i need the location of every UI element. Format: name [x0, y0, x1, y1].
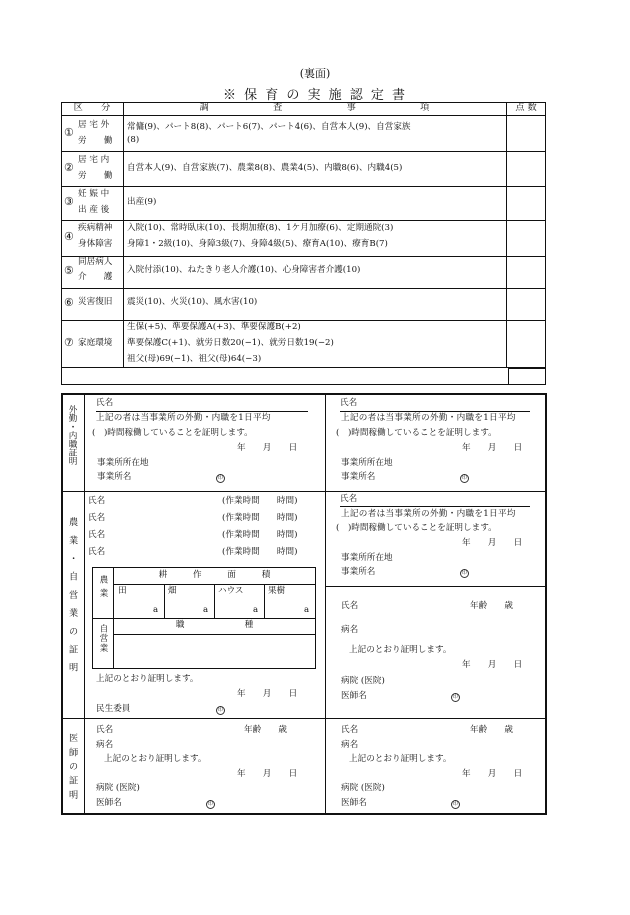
name-label: 氏名	[340, 398, 358, 408]
date-field: 年 月 日	[462, 769, 523, 779]
row-item: 祖父(母)69(−1)、祖父(母)64(−3)	[127, 354, 262, 364]
certify-text: 上記のとおり証明します。	[349, 754, 452, 764]
employment-text: 上記の者は当事業所の外勤・内職を1日平均	[341, 509, 516, 519]
name-label: 氏名	[88, 547, 106, 557]
farm-area-header: 耕 作 面 積	[158, 570, 271, 580]
row-item: 震災(10)、火災(10)、風水害(10)	[127, 297, 258, 307]
row-label: 疾病精神	[78, 223, 113, 233]
seal-icon: 印	[207, 801, 213, 807]
work-hours: (作業時間 時間)	[222, 530, 298, 540]
row-label: 同居病人	[78, 257, 113, 267]
disease-name-label: 病名	[341, 740, 359, 750]
self-employed-header: 職 種	[175, 620, 254, 630]
seal-icon: 印	[217, 707, 223, 713]
row-label: 出 産 後	[78, 205, 110, 215]
employment-text: ( )時間稼働していることを証明します。	[92, 428, 253, 438]
section-label-outside-work: 外勤・内職証明	[67, 405, 77, 466]
office-address-label: 事業所所在地	[341, 458, 393, 468]
name-label: 氏名	[96, 398, 114, 408]
date-field: 年 月 日	[462, 538, 523, 548]
date-field: 年 月 日	[462, 660, 523, 670]
employment-text: 上記の者は当事業所の外勤・内職を1日平均	[96, 413, 271, 423]
header-items: 調 査 事 項	[199, 102, 430, 113]
farm-col-greenhouse: ハウス	[218, 586, 244, 596]
row-number: ⑤	[64, 264, 74, 277]
work-hours: (作業時間 時間)	[222, 547, 298, 557]
age-field: 年齢 歳	[470, 725, 513, 735]
row-item: 自営本人(9)、自営家族(7)、農業8(8)、農業4(5)、内職8(6)、内職4(5)	[127, 163, 403, 173]
unit-label: a	[253, 605, 259, 615]
row-label: 介 護	[78, 272, 113, 282]
row-item: 出産(9)	[127, 197, 157, 207]
row-label: 災害復旧	[78, 297, 113, 307]
employment-text: ( )時間稼働していることを証明します。	[336, 523, 497, 533]
doctor-name-label: 医師名	[341, 691, 367, 701]
farm-label: 農業	[97, 575, 108, 603]
date-field: 年 月 日	[237, 689, 298, 699]
date-field: 年 月 日	[237, 769, 298, 779]
office-name-label: 事業所名	[97, 472, 132, 482]
work-hours: (作業時間 時間)	[222, 513, 298, 523]
row-label: 労 働	[78, 136, 113, 146]
row-label: 労 働	[78, 171, 113, 181]
office-name-label: 事業所名	[341, 567, 376, 577]
back-side-label: (裏面)	[299, 67, 331, 80]
farm-col-field: 畑	[168, 586, 177, 596]
row-item: 準要保護C(+1)、就労日数20(−1)、就労日数19(−2)	[127, 338, 334, 348]
hospital-label: 病院 (医院)	[341, 783, 385, 793]
section-label-doctor: 医師の証明	[66, 733, 78, 804]
unit-label: a	[304, 605, 310, 615]
office-name-label: 事業所名	[341, 472, 376, 482]
row-label: 身体障害	[78, 239, 113, 249]
welfare-commissioner-label: 民生委員	[96, 704, 131, 714]
name-label: 氏名	[341, 601, 359, 611]
doctor-name-label: 医師名	[96, 798, 122, 808]
hospital-label: 病院 (医院)	[96, 783, 140, 793]
document-title: ※ 保 育 の 実 施 認 定 書	[222, 88, 408, 103]
certify-text: 上記のとおり証明します。	[104, 754, 207, 764]
seal-icon: 印	[461, 475, 467, 481]
name-label: 氏名	[88, 513, 106, 523]
unit-label: a	[153, 605, 159, 615]
row-number: ④	[64, 230, 74, 243]
row-item: 常傭(9)、パート8(8)、パート6(7)、パート4(6)、自営本人(9)、自営家族	[127, 122, 411, 132]
employment-text: ( )時間稼働していることを証明します。	[336, 428, 497, 438]
name-label: 氏名	[341, 725, 359, 735]
farm-col-rice: 田	[118, 586, 127, 596]
name-label: 氏名	[88, 496, 106, 506]
office-address-label: 事業所所在地	[97, 458, 149, 468]
seal-icon: 印	[452, 694, 458, 700]
certify-text: 上記のとおり証明します。	[349, 645, 452, 655]
disease-name-label: 病名	[341, 625, 359, 635]
date-field: 年 月 日	[462, 443, 523, 453]
row-number: ③	[64, 195, 74, 208]
seal-icon: 印	[461, 570, 467, 576]
doctor-name-label: 医師名	[341, 798, 367, 808]
unit-label: a	[203, 605, 209, 615]
seal-icon: 印	[452, 801, 458, 807]
row-number: ⑦	[64, 336, 74, 349]
age-field: 年齢 歳	[470, 601, 513, 611]
disease-name-label: 病名	[96, 740, 114, 750]
self-employed-label: 自営業	[97, 624, 108, 653]
row-label: 居 宅 外	[78, 120, 110, 130]
row-number: ⑥	[64, 296, 74, 309]
row-item: 入院(10)、常時臥床(10)、長期加療(8)、1ケ月加療(6)、定期通院(3)	[127, 223, 394, 233]
hospital-label: 病院 (医院)	[341, 676, 385, 686]
row-item: (8)	[127, 135, 140, 145]
date-field: 年 月 日	[237, 443, 298, 453]
seal-icon: 印	[217, 475, 223, 481]
name-label: 氏名	[340, 494, 358, 504]
row-number: ②	[64, 161, 74, 174]
row-item: 生保(+5)、準要保護A(+3)、準要保護B(+2)	[127, 322, 301, 332]
row-item: 入院付添(10)、ねたきり老人介護(10)、心身障害者介護(10)	[127, 265, 361, 275]
name-label: 氏名	[88, 530, 106, 540]
age-field: 年齢 歳	[244, 725, 287, 735]
row-item: 身障1・2級(10)、身障3級(7)、身障4級(5)、療育A(10)、療育B(7)	[127, 239, 388, 249]
name-label: 氏名	[96, 725, 114, 735]
total-points-box	[508, 368, 546, 385]
section-label-farm: 農業・自営業の証明	[66, 517, 78, 681]
farm-col-orchard: 果樹	[268, 586, 286, 596]
row-label: 家庭環境	[78, 338, 113, 348]
row-number: ①	[64, 126, 74, 139]
certify-text: 上記のとおり証明します。	[96, 674, 199, 684]
row-label: 居 宅 内	[78, 155, 110, 165]
header-category: 区 分	[73, 102, 111, 113]
header-points: 点 数	[515, 102, 537, 113]
employment-text: 上記の者は当事業所の外勤・内職を1日平均	[341, 413, 516, 423]
work-hours: (作業時間 時間)	[222, 496, 298, 506]
office-address-label: 事業所所在地	[341, 553, 393, 563]
row-label: 妊 娠 中	[78, 189, 110, 199]
